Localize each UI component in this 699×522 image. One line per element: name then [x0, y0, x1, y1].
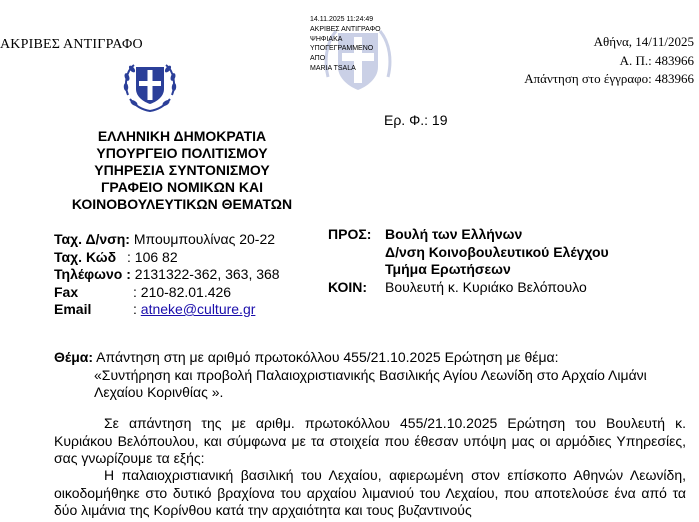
- ministry-header: [62, 128, 302, 213]
- protocol-number: Α. Π.: 483966: [619, 52, 694, 68]
- to-line: Βουλή των Ελλήνων: [385, 226, 523, 242]
- document-date: Αθήνα, 14/11/2025: [593, 34, 694, 49]
- to-label: ΠΡΟΣ:: [328, 226, 372, 242]
- document-meta: [524, 33, 694, 89]
- body-paragraph-1: Σε απάντηση της με αριθμ. πρωτοκόλλου 455/21.10.2025 Ερώτηση του Βουλευτή κ. Κυριάκου Βελόπουλου, και σύμφωνα με τα στοιχεία που έθεσαν υπόψη μας οι αρμόδιες Υπηρεσίες, σας γνωρίζουμε τα εξής:: [54, 415, 686, 466]
- email-separator: :: [133, 301, 137, 317]
- zip-label: Ταχ. Κώδ: [54, 248, 117, 265]
- address-value: Μπουμπουλίνας 20-22: [133, 231, 276, 247]
- body-paragraph-2: Η παλαιοχριστιανική βασιλική του Λεχαίου, αφιερωμένη στον επίσκοπο Αθηνών Λεωνίδη, οικοδομήθηκε στο δυτικό βραχίονα του αρχαίου λιμανιού του Λεχαίου, που αποτελούσε ένα από τα δύο λιμάνια της Κορίνθου κατά την αρχαιότητα και τους βυζαντινούς: [54, 467, 686, 518]
- subject-title: «Συντήρηση και προβολή Παλαιοχριστιανικής Βασιλικής Αγίου Λεωνίδη στο Αρχαίο Λιμάνι Λεχαίου Κορινθίας ».: [94, 366, 647, 400]
- contact-info: [54, 231, 280, 319]
- subject-line-1: [54, 349, 674, 367]
- address-row: [54, 231, 280, 249]
- subject-text: Απάντηση στη με αριθμό πρωτοκόλλου 455/21.10.2025 Ερώτηση με θέμα:: [96, 349, 559, 365]
- ministry-line: ΥΠΗΡΕΣΙΑ ΣΥΝΤΟΝΙΣΜΟΥ: [94, 162, 270, 178]
- ministry-line: ΥΠΟΥΡΓΕΙΟ ΠΟΛΙΤΙΣΜΟΥ: [96, 145, 268, 161]
- email-label: Email: [54, 301, 92, 317]
- fax-label: Fax: [54, 283, 79, 300]
- certified-copy-stamp: ΑΚΡΙΒΕΣ ΑΝΤΙΓΡΑΦΟ: [0, 37, 143, 52]
- cc-row: [328, 279, 609, 297]
- recipients: [328, 226, 609, 296]
- to-row-3: [328, 261, 609, 279]
- email-row: [54, 301, 280, 319]
- to-row: [328, 226, 609, 244]
- subject-block: [54, 349, 674, 402]
- ministry-line: ΚΟΙΝΟΒΟΥΛΕΥΤΙΚΩΝ ΘΕΜΑΤΩΝ: [71, 196, 293, 212]
- subject-label: Θέμα:: [54, 349, 94, 365]
- reply-reference: Απάντηση στο έγγραφο: 483966: [524, 71, 694, 86]
- to-row-2: [328, 244, 609, 262]
- phone-value: 2131322-362, 363, 368: [134, 266, 280, 282]
- cc-label: ΚΟΙΝ:: [328, 278, 368, 295]
- signature-line: ΥΠΟΓΕΓΡΑΜΜΕΝΟ: [310, 45, 374, 53]
- email-link[interactable]: atneke@culture.gr: [140, 301, 256, 317]
- zip-row: [54, 249, 280, 267]
- digital-signature-text: [310, 15, 381, 74]
- zip-value: : 106 82: [127, 248, 178, 265]
- signature-line: ΑΚΡΙΒΕΣ ΑΝΤΙΓΡΑΦΟ: [310, 25, 381, 33]
- cc-value: Βουλευτή κ. Κυριάκο Βελόπουλο: [385, 278, 587, 295]
- signature-line: ΨΗΦΙΑΚΑ: [310, 35, 343, 43]
- fax-value: : 210-82.01.426: [133, 283, 232, 300]
- address-label: Ταχ. Δ/νση:: [54, 231, 130, 247]
- ministry-line: ΕΛΛΗΝΙΚΗ ΔΗΜΟΚΡΑΤΙΑ: [97, 128, 267, 144]
- signature-timestamp: 14.11.2025 11:24:49: [310, 16, 374, 23]
- to-line: Δ/νση Κοινοβουλευτικού Ελέγχου: [385, 243, 609, 260]
- signature-line: MARIA TSALA: [310, 64, 356, 72]
- ministry-line: ΓΡΑΦΕΙΟ ΝΟΜΙΚΩΝ ΚΑΙ: [101, 179, 263, 195]
- file-number: Ερ. Φ.: 19: [384, 112, 448, 128]
- fax-row: [54, 284, 280, 302]
- greek-coat-of-arms-icon: [120, 55, 180, 115]
- to-line: Τμήμα Ερωτήσεων: [385, 261, 511, 277]
- signature-line: ΑΠΟ: [310, 55, 326, 63]
- phone-row: [54, 266, 280, 284]
- phone-label: Τηλέφωνο :: [54, 266, 131, 282]
